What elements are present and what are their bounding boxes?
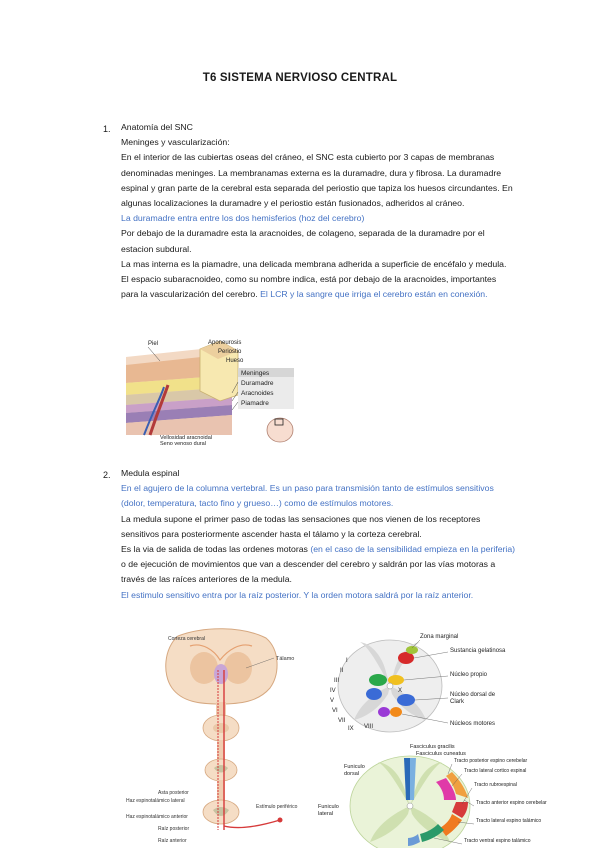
label-aponeurosis: Aponeurosis (208, 340, 242, 346)
lamina-III: III (334, 678, 340, 684)
lamina-VIII: VIII (364, 724, 374, 730)
lamina-V: V (330, 698, 335, 704)
section-2-paragraph-2-b: o de ejecución de movimientos que van a descender del cerebro y saldrán por las vías motoras a través de las raíces anteriores de la medula. (121, 559, 496, 585)
section-2-paragraph-2-a: Es la via de salida de todas las ordenes motoras (121, 544, 308, 555)
label-estimulo: Estímulo periférico (256, 804, 298, 810)
head-icon (267, 418, 293, 442)
section-2-blue-1: En el agujero de la columna vertebral. Es un paso para transmisión tanto de estímulos sensitivos (dolor, temperatura, tacto fino y grueso…) como de estímulos motores. (121, 483, 494, 509)
label-tr-cortico: Tracto lateral cortico espinal (464, 768, 527, 774)
label-zona-marginal: Zona marginal (420, 634, 459, 640)
section-2-paragraph-2 (121, 542, 516, 588)
lamina-II: II (340, 668, 344, 674)
label-seno: Seno venoso dural (160, 441, 206, 447)
section-2-body (121, 466, 516, 603)
section-2-blue-2: El estimulo sensitivo entra por la raíz posterior. Y la orden motora saldrá por la raíz anterior. (121, 589, 474, 600)
label-hueso: Hueso (226, 358, 244, 364)
lamina-VII: VII (338, 718, 346, 724)
label-corteza: Corteza cerebral (168, 636, 205, 642)
meninges-figure (120, 335, 310, 447)
tracts-figure (318, 742, 547, 848)
label-piel: Piel (148, 341, 159, 347)
section-1-body (121, 120, 516, 302)
lamina-IX: IX (348, 726, 354, 732)
label-duramadre: Duramadre (241, 380, 274, 387)
label-tr-post-cereb: Tracto posterior espino cerebelar (454, 758, 528, 764)
label-piamadre: Piamadre (241, 400, 269, 407)
label-talamo: Tálamo (276, 656, 295, 662)
label-aracnoides: Aracnoides (241, 390, 274, 397)
label-tr-lat-tal: Tracto lateral espino talámico (476, 818, 542, 824)
section-1-heading: Anatomía del SNC (121, 122, 193, 132)
label-vellosidad: Vellosidad aracnoidal (160, 435, 212, 441)
label-tr-rubro: Tracto rubroespinal (474, 782, 517, 788)
section-1-note-hoz: La duramadre entra entre los dos hemisferios (hoz del cerebro) (121, 213, 365, 224)
section-1-paragraph-2: Por debajo de la duramadre esta la aracnoides, de colageno, separada de la duramadre por el estacion subdural. (121, 228, 485, 254)
pathway-figure (120, 630, 320, 848)
label-funiculo-lateral: Funiculo lateral (318, 804, 339, 817)
label-asta-posterior: Asta posterior (158, 790, 189, 796)
label-tr-ant-cereb: Tracto anterior espino cerebelar (476, 800, 547, 806)
label-raiz-posterior: Raíz posterior (158, 826, 190, 832)
page-title: T6 SISTEMA NERVIOSO CENTRAL (202, 72, 398, 84)
label-nucleo-clark: Núcleo dorsal de Clark (450, 692, 496, 705)
section-1-subheading: Meninges y vascularización: (121, 137, 230, 148)
label-nucleo-propio: Núcleo propio (450, 672, 488, 678)
section-2-paragraph-1: La medula supone el primer paso de todas las sensaciones que nos vienen de los receptores sensitivos para posteriormente ascender hasta el tálamo y la corteza cerebral. (121, 513, 481, 539)
section-1-paragraph-3-text: La mas interna es la piamadre, una delicada membrana adherida a superficie de encéfalo y medula. El espacio subaracnoideo, como su nombre indica, está por debajo de la aracnoides, importantes para la vascularización del cerebro. (121, 258, 507, 300)
label-haz-anterior: Haz espinotalámico anterior (126, 814, 188, 820)
section-2-paragraph-2-blue: (en el caso de la sensibilidad empieza en la periferia) (310, 544, 516, 555)
section-2-heading: Medula espinal (121, 468, 180, 478)
label-nucleos-motores: Núcleos motores (450, 721, 496, 727)
section-1-paragraph-3-blue: El LCR y la sangre que irriga el cerebro están en conexión. (260, 289, 488, 300)
label-tr-ven-tal: Tracto ventral espino talámico (464, 838, 531, 844)
lamina-IV: IV (330, 688, 336, 694)
section-1-paragraph-3 (121, 257, 516, 303)
section-1-paragraph-1: En el interior de las cubiertas oseas del cráneo, el SNC esta cubierto por 3 capas de membranas denominadas meninges. La membranamas externa es la duramadre, dura y fibrosa. La duramadre espinal y gran parte de la cerebral esta separada del periostio que tapiza los huesos circundantes. En algunas localizaciones la duramadre y el periostio están fusionados, adheridos al cráneo. (121, 152, 513, 209)
section-1-number: 1. (103, 124, 111, 134)
label-meninges: Meninges (241, 370, 270, 377)
label-gracilis: Fasciculus gracilis (410, 744, 455, 750)
label-raiz-anterior: Raíz anterior (158, 838, 187, 844)
label-cuneatus: Fasciculus cuneatus (416, 751, 466, 757)
label-funiculo-dorsal: Funiculo dorsal (344, 764, 365, 777)
lamina-I: I (346, 658, 348, 664)
label-sustancia: Sustancia gelatinosa (450, 648, 506, 654)
label-periostio: Periostio (218, 349, 242, 355)
lamina-X: X (398, 688, 403, 694)
section-2-number: 2. (103, 470, 111, 480)
lamina-VI: VI (332, 708, 338, 714)
label-haz-lateral: Haz espinotalámico lateral (126, 798, 185, 804)
laminae-figure (320, 628, 530, 740)
